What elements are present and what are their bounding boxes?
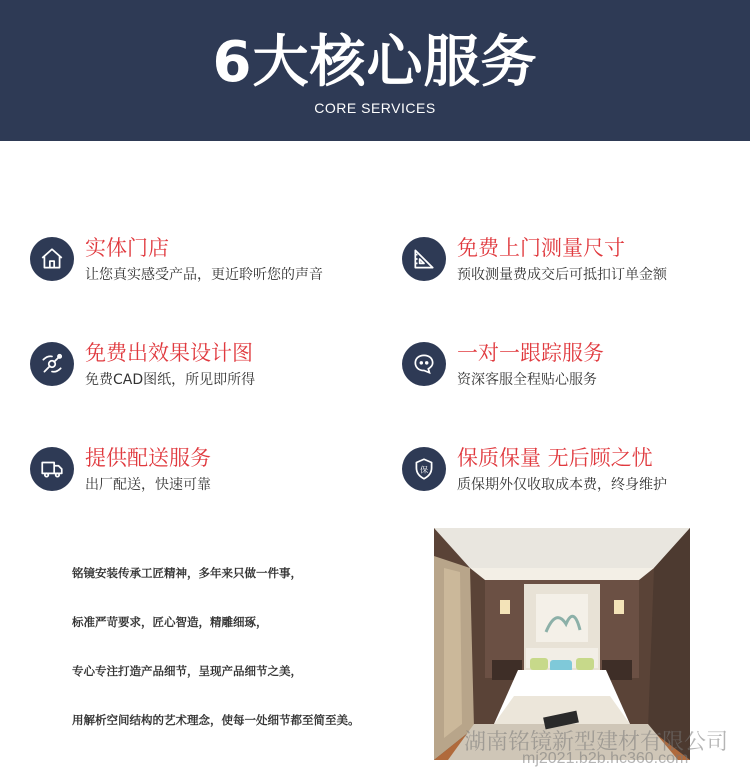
- chat-bubble-icon: [402, 342, 446, 386]
- service-desc: 资深客服全程贴心服务: [457, 372, 597, 388]
- shield-guarantee-icon: [402, 447, 446, 491]
- page-subtitle: CORE SERVICES: [314, 100, 436, 116]
- service-title: 实体门店: [85, 236, 169, 260]
- house-icon: [30, 237, 74, 281]
- design-tools-icon: [30, 342, 74, 386]
- ruler-triangle-icon: [402, 237, 446, 281]
- statement-line: 标准严苛要求，匠心智造，精雕细琢，: [72, 615, 268, 629]
- service-title: 保质保量 无后顾之忧: [457, 446, 653, 470]
- watermark-company: 湖南铭镜新型建材有限公司: [464, 730, 729, 755]
- service-desc: 出厂配送，快速可靠: [85, 477, 211, 493]
- statement-line: 专心专注打造产品细节，呈现产品细节之美，: [72, 664, 302, 678]
- brand-statement: [72, 562, 422, 758]
- service-title: 一对一跟踪服务: [457, 341, 604, 365]
- svg-text:保: 保: [419, 464, 429, 475]
- service-desc: 让您真实感受产品，更近聆听您的声音: [85, 267, 323, 283]
- statement-line: 铭镜安装传承工匠精神，多年来只做一件事，: [72, 566, 302, 580]
- service-title: 提供配送服务: [85, 446, 211, 470]
- page-title: 6大核心服务: [212, 30, 538, 95]
- service-item-followup: [402, 339, 722, 399]
- service-item-store: [30, 234, 350, 294]
- watermark-url: mj2021.b2b.hc360.com: [522, 750, 689, 767]
- service-title: 免费出效果设计图: [85, 341, 253, 365]
- statement-line: 用解析空间结构的艺术理念，使每一处细节都至简至美。: [72, 713, 360, 727]
- service-desc: 质保期外仅收取成本费，终身维护: [457, 477, 667, 493]
- service-item-measure: [402, 234, 722, 294]
- service-item-delivery: [30, 444, 350, 504]
- service-desc: 免费CAD图纸，所见即所得: [85, 372, 256, 388]
- service-item-design: [30, 339, 350, 399]
- service-item-guarantee: [402, 444, 722, 504]
- delivery-truck-icon: [30, 447, 74, 491]
- service-title: 免费上门测量尺寸: [457, 236, 625, 260]
- header-banner: [0, 0, 750, 141]
- service-desc: 预收测量费成交后可抵扣订单金额: [457, 267, 667, 283]
